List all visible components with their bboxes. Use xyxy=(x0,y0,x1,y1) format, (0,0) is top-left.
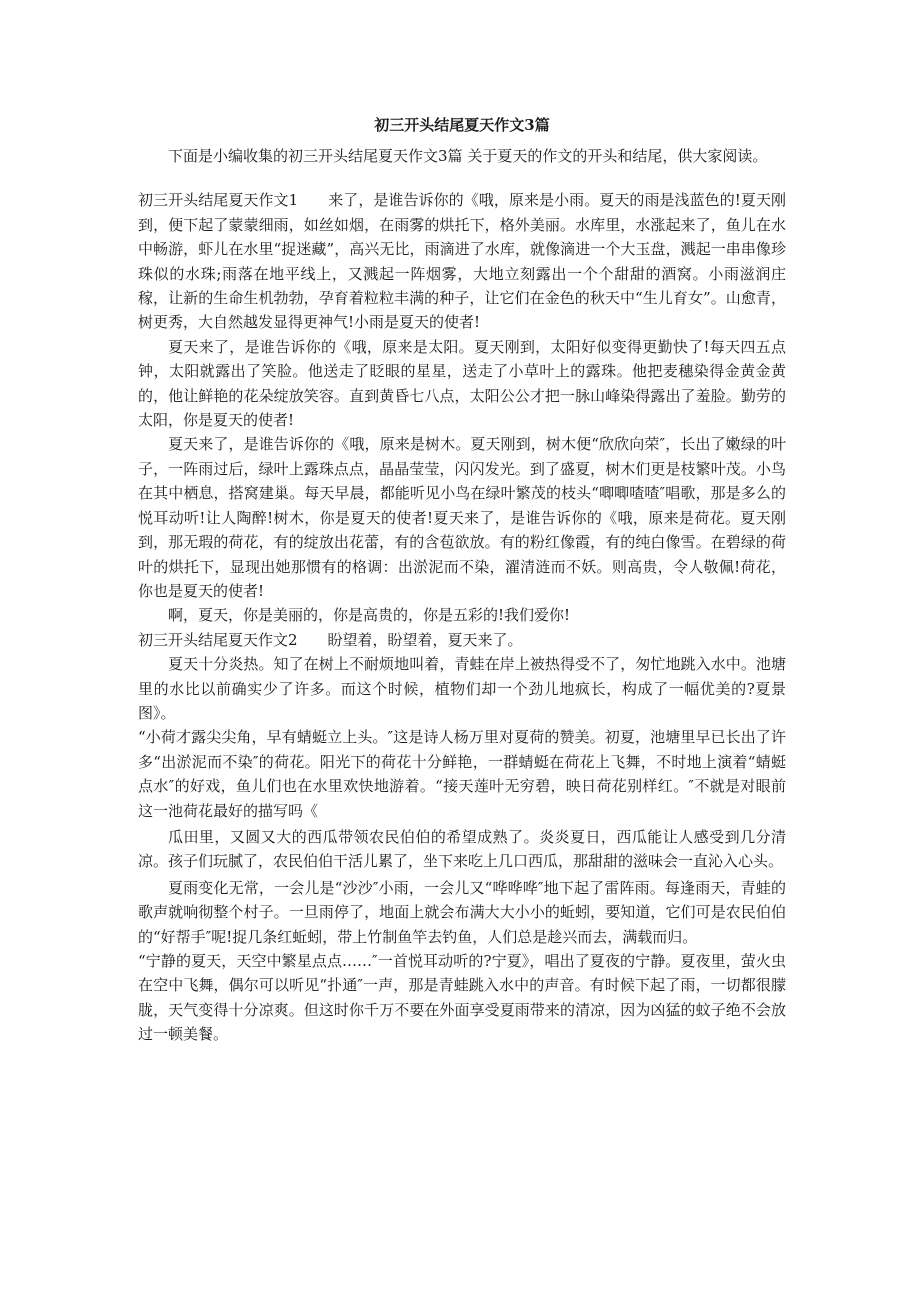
section2-paragraph: “小荷才露尖尖角，早有蜻蜓立上头。″这是诗人杨万里对夏荷的赞美。初夏，池塘里早已长出了许多“出淤泥而不染″的荷花。阳光下的荷花十分鲜艳，一群蜻蜓在荷花上飞舞，不时地上演着“蜻蜓点水″的好戏，鱼儿们也在水里欢快地游着。“接天莲叶无穷碧，映日荷花别样红。″不就是对眼前这一池荷花最好的描写吗《 xyxy=(138,728,786,820)
document-page xyxy=(138,112,786,1047)
section2-paragraph: 瓜田里，又圆又大的西瓜带领农民伯伯的希望成熟了。炎炎夏日，西瓜能让人感受到几分清凉。孩子们玩腻了，农民伯伯干活儿累了，坐下来吃上几口西瓜，那甜甜的滋味会一直沁入心头。 xyxy=(138,827,786,871)
document-title: 初三开头结尾夏天作文3篇 xyxy=(374,116,550,134)
section2-first-paragraph: 盼望着，盼望着，夏天来了。 xyxy=(327,630,523,649)
section1-paragraph: 夏天来了，是谁告诉你的《哦，原来是太阳。夏天刚到，太阳好似变得更勤快了!每天四五点钟，太阳就露出了笑脸。他送走了眨眼的星星，送走了小草叶上的露珠。他把麦穗染得金黄金黄的，他让鲜艳的花朵绽放笑容。直到黄昏七八点，太阳公公才把一脉山峰染得露出了羞脸。勤劳的太阳，你是夏天的使者! xyxy=(138,337,786,430)
section1-paragraph: 夏天来了，是谁告诉你的《哦，原来是树木。夏天刚到，树木便“欣欣向荣″，长出了嫩绿的叶子，一阵雨过后，绿叶上露珠点点，晶晶莹莹，闪闪发光。到了盛夏，树木们更是枝繁叶茂。小鸟在其中栖息，搭窝建巢。每天早晨，都能听见小鸟在绿叶繁茂的枝头“唧唧喳喳″唱歌，那是多么的悦耳动听!让人陶醉!树木，你是夏天的使者!夏天来了，是谁告诉你的《哦，原来是荷花。夏天刚到，那无瑕的荷花，有的绽放出花蕾，有的含苞欲放。有的粉红像霞，有的纯白像雪。在碧绿的荷叶的烘托下，显现出她那惯有的格调：出淤泥而不染，濯清涟而不妖。则高贵，令人敬佩!荷花，你也是夏天的使者! xyxy=(138,435,786,600)
intro-paragraph: 下面是小编收集的初三开头结尾夏天作文3篇 关于夏天的作文的开头和结尾，供大家阅读。 xyxy=(168,147,768,165)
section1-heading: 初三开头结尾夏天作文1 xyxy=(138,191,299,210)
section2-paragraph: 夏天十分炎热。知了在树上不耐烦地叫着，青蛙在岸上被热得受不了，匆忙地跳入水中。池塘里的水比以前确实少了许多。而这个时候，植物们却一个劲儿地疯长，构成了一幅优美的?夏景图》。 xyxy=(138,655,786,722)
section1-paragraph: 啊，夏天，你是美丽的，你是高贵的，你是五彩的!我们爱你! xyxy=(168,606,571,625)
section1-first-paragraph: 来了，是谁告诉你的《哦，原来是小雨。夏天的雨是浅蓝色的!夏天刚到，便下起了蒙蒙细雨，如丝如烟，在雨雾的烘托下，格外美丽。水库里，水涨起来了，鱼儿在水中畅游，虾儿在水里“捉迷藏”，高兴无比，雨滴进了水库，就像滴进一个大玉盘，溅起一串串像珍珠似的水珠;雨落在地平线上，又溅起一阵烟雾，大地立刻露出一个个甜甜的酒窝。小雨滋润庄稼，让新的生命生机勃勃，孕育着粒粒丰满的种子，让它们在金色的秋天中“生儿育女”。山愈青，树更秀，大自然越发显得更神气!小雨是夏天的使者! xyxy=(138,191,787,332)
section2-heading: 初三开头结尾夏天作文2 xyxy=(138,630,298,649)
section2-opening xyxy=(138,628,786,652)
section1-opening xyxy=(138,188,786,334)
section2-paragraph: “宁静的夏天，天空中繁星点点……″一首悦耳动听的?宁夏》，唱出了夏夜的宁静。夏夜里，萤火虫在空中飞舞，偶尔可以听见“扑通″一声，那是青蛙跳入水中的声音。有时候下起了雨，一切都很朦胧，天气变得十分凉爽。但这时你千万不要在外面享受夏雨带来的清凉，因为凶猛的蚊子绝不会放过一顿美餐。 xyxy=(138,952,786,1044)
section2-paragraph: 夏雨变化无常，一会儿是“沙沙″小雨，一会儿又“哗哗哗″地下起了雷阵雨。每逢雨天，青蛙的歌声就响彻整个村子。一旦雨停了，地面上就会布满大大小小的蚯蚓，要知道，它们可是农民伯伯的“好帮手″呢!捉几条红蚯蚓，带上竹制鱼竿去钓鱼，人们总是趁兴而去，满载而归。 xyxy=(138,878,786,946)
